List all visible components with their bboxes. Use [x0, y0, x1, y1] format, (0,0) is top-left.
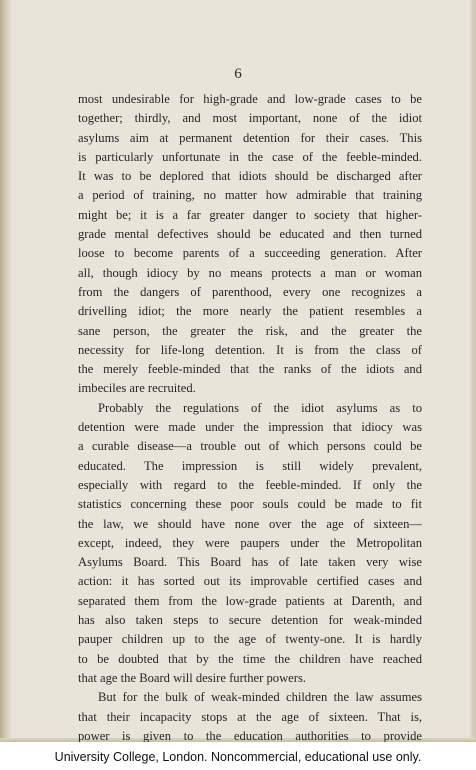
copyright-footer: University College, London. Noncommercial, educational use only. [54, 750, 422, 764]
text-line: to be doubted that by the time the children have reached [78, 651, 422, 666]
text-line: all, though idiocy by no means protects a man or woman [78, 265, 422, 280]
text-line: except, indeed, they were paupers under the Metropolitan [78, 535, 422, 550]
text-line: loose to become parents of a succeeding generation. After [78, 246, 422, 261]
text-line: a curable disease—a trouble out of which persons could be [78, 439, 422, 454]
text-line: might be; it is a far greater danger to society that higher- [78, 207, 422, 222]
text-line: especially with regard to the feeble-minded. If only the [78, 477, 422, 492]
text-line: together; thirdly, and most important, none of the idiot [78, 111, 422, 126]
text-line: pauper children up to the age of twenty-one. It is hardly [78, 632, 422, 647]
text-line: that their incapacity stops at the age of sixteen. That is, [78, 709, 422, 724]
text-line: from the dangers of parenthood, every one recognizes a [78, 284, 422, 299]
body-text [78, 90, 422, 742]
text-line: that age the Board will desire further powers. [78, 670, 307, 685]
text-line: It was to be deplored that idiots should be discharged after [78, 169, 422, 184]
text-line: Asylums Board. This Board has of late taken very wise [78, 555, 422, 570]
text-line: is particularly unfortunate in the case of the feeble-minded. [78, 149, 422, 164]
text-line: But for the bulk of weak-minded children the law assumes [98, 690, 422, 705]
text-line: power is given to the education authorities to provide [78, 728, 422, 742]
text-line: separated them from the low-grade patients at Darenth, and [78, 593, 422, 608]
text-line: has also taken steps to secure detention for weak-minded [78, 613, 422, 628]
text-line: a period of training, no matter how admirable that training [78, 188, 422, 203]
text-line: most undesirable for high-grade and low-grade cases to be [78, 92, 422, 106]
text-line: Probably the regulations of the idiot asylums as to [98, 400, 422, 415]
page-right-edge [470, 0, 476, 742]
text-line: the law, we should have none over the age of sixteen— [78, 516, 422, 531]
text-line: sane person, the greater the risk, and the greater the [78, 323, 422, 338]
text-line: imbeciles are recruited. [78, 381, 196, 396]
page-number: 6 [234, 66, 242, 82]
text-line: the merely feeble-minded that the ranks of the idiots and [78, 362, 422, 377]
text-line: drivelling idiot; the more nearly the patient resembles a [78, 304, 422, 319]
text-line: necessity for life-long detention. It is from the class of [78, 342, 422, 357]
text-line: grade mental defectives should be educated and then turned [78, 227, 422, 242]
text-line: detention were made under the impression that idiocy was [78, 420, 422, 435]
text-line: statistics concerning these poor souls could be made to fit [78, 497, 422, 512]
text-line: asylums aim at permanent detention for their cases. This [78, 130, 422, 145]
text-line: action: it has sorted out its improvable certified cases and [78, 574, 422, 589]
text-line: educated. The impression is still widely prevalent, [78, 458, 422, 473]
page-left-edge [0, 0, 11, 742]
